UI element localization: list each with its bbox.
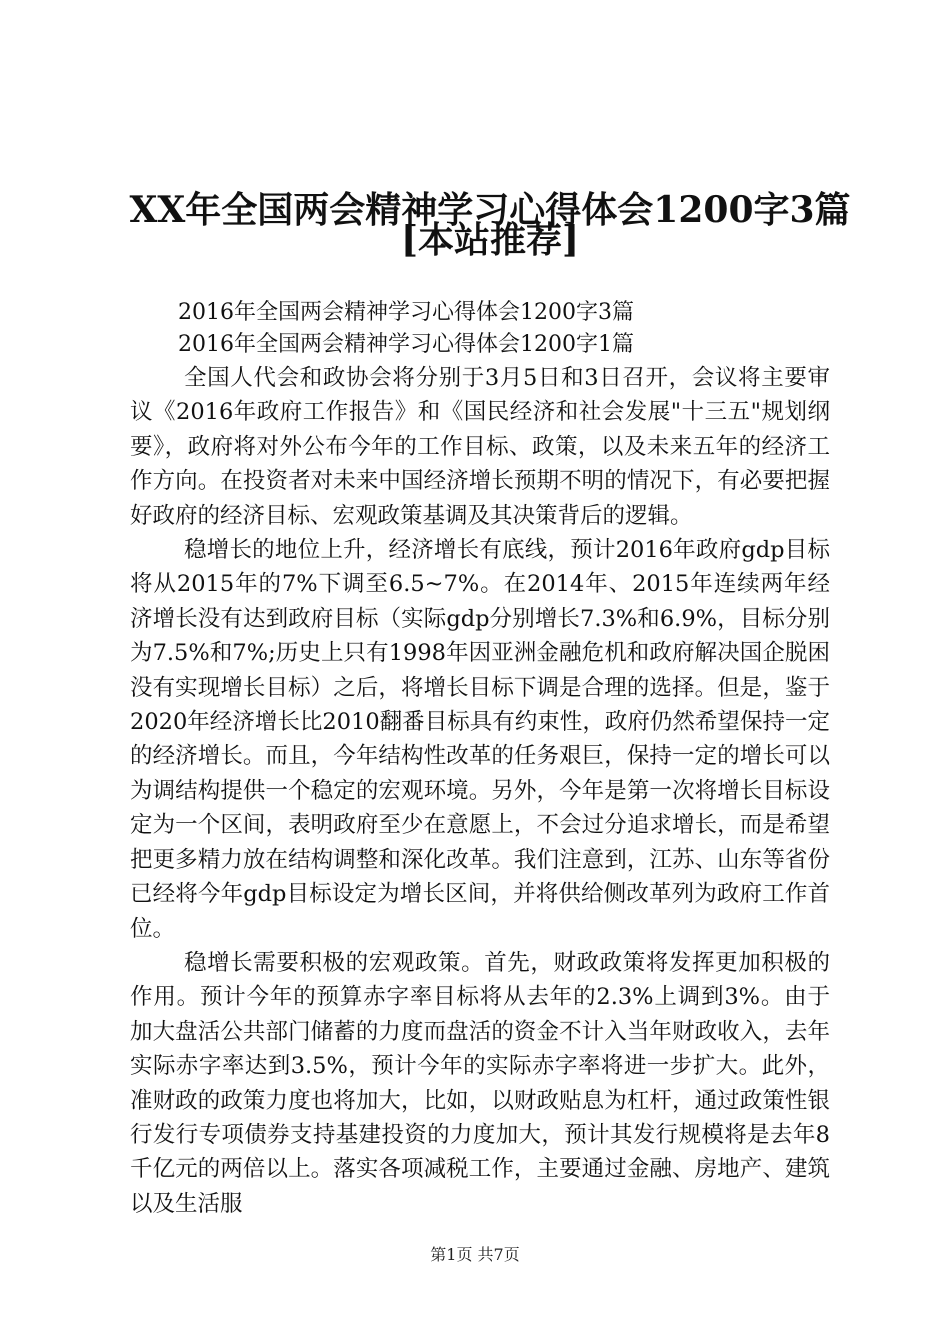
subtitle-2: 2016年全国两会精神学习心得体会1200字1篇: [178, 332, 634, 357]
page-footer: 第1页 共7页: [430, 1245, 520, 1264]
document-title-line1: XX年全国两会精神学习心得体会1200字3篇: [129, 189, 851, 231]
subtitle-1: 2016年全国两会精神学习心得体会1200字3篇: [178, 300, 634, 325]
document-title-line2: [本站推荐]: [400, 219, 580, 261]
document-body: [130, 297, 830, 1221]
paragraph-2: 稳增长的地位上升，经济增长有底线，预计2016年政府gdp目标将从2015年的7%下调至6.5~7%。在2014年、2015年连续两年经济增长没有达到政府目标（实际gdp分别增长7.3%和6.9%，目标分别为7.5%和7%;历史上只有1998年因亚洲金融危机和政府解决国企脱困没有实现增长目标）之后，将增长目标下调是合理的选择。但是，鉴于2020年经济增长比2010翻番目标具有约束性，政府仍然希望保持一定的经济增长。而且，今年结构性改革的任务艰巨，保持一定的增长可以为调结构提供一个稳定的宏观环境。另外，今年是第一次将增长目标设定为一个区间，表明政府至少在意愿上，不会过分追求增长，而是希望把更多精力放在结构调整和深化改革。我们注意到，江苏、山东等省份已经将今年gdp目标设定为增长区间，并将供给侧改革列为政府工作首位。: [130, 537, 830, 942]
paragraph-3: 稳增长需要积极的宏观政策。首先，财政政策将发挥更加积极的作用。预计今年的预算赤字率目标将从去年的2.3%上调到3%。由于加大盘活公共部门储蓄的力度而盘活的资金不计入当年财政收入，去年实际赤字率达到3.5%，预计今年的实际赤字率将进一步扩大。此外，准财政的政策力度也将加大，比如，以财政贴息为杠杆，通过政策性银行发行专项债券支持基建投资的力度加大，预计其发行规模将是去年8千亿元的两倍以上。落实各项减税工作，主要通过金融、房地产、建筑以及生活服: [130, 949, 830, 1217]
paragraph-1: 全国人代会和政协会将分别于3月5日和3日召开，会议将主要审议《2016年政府工作报告》和《国民经济和社会发展"十三五"规划纲要》，政府将对外公布今年的工作目标、政策，以及未来五年的经济工作方向。在投资者对未来中国经济增长预期不明的情况下，有必要把握好政府的经济目标、宏观政策基调及其决策背后的逻辑。: [130, 365, 830, 529]
